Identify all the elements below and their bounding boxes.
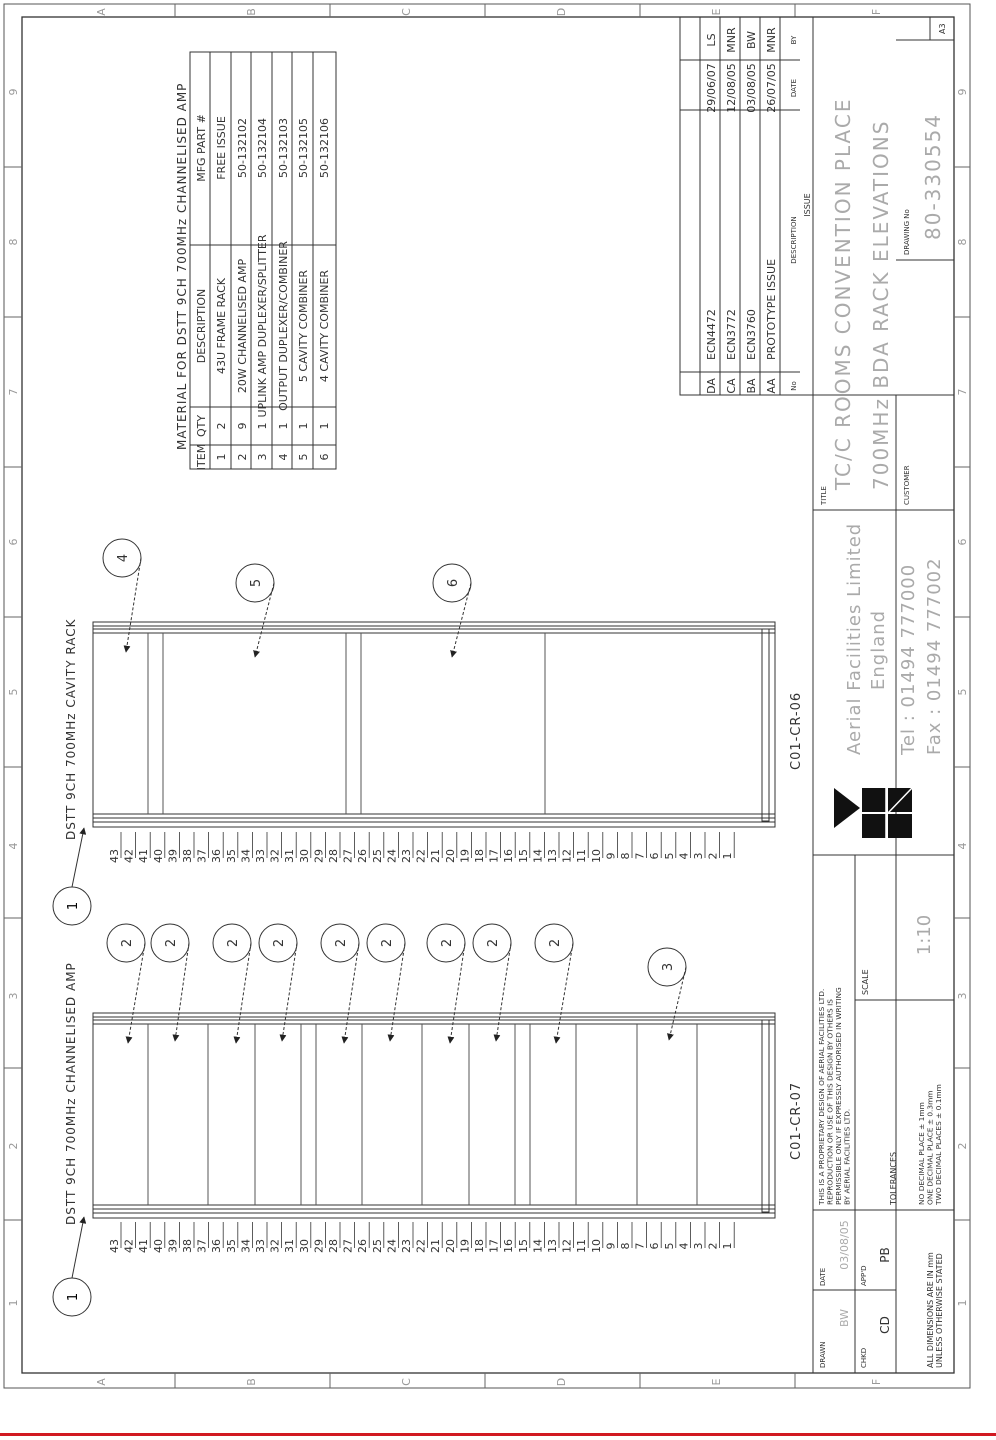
u-number-30: 30: [297, 1239, 311, 1253]
rev-cell: BA: [745, 378, 758, 394]
u-number-42: 42: [122, 849, 136, 863]
bom-cell: 1: [277, 422, 290, 430]
balloon-number: 2: [548, 938, 563, 948]
balloon-number: 6: [446, 578, 461, 588]
rev-cell: LS: [705, 33, 718, 47]
border-letter-bottom-e: E: [710, 1378, 723, 1386]
appd-label: APP'D: [860, 1265, 868, 1286]
bom-cell: 20W CHANNELISED AMP: [236, 258, 249, 394]
u-number-37: 37: [195, 1239, 209, 1253]
bom-cell: 50-132105: [297, 118, 310, 178]
u-number-38: 38: [181, 1239, 194, 1253]
u-number-16: 16: [502, 849, 516, 863]
border-letter-bottom-f: F: [870, 1378, 883, 1386]
rev-cell: AA: [765, 378, 778, 394]
u-number-20: 20: [443, 1239, 457, 1253]
right-rack-elevation: [53, 539, 804, 925]
border-letter-d: D: [555, 7, 568, 17]
bom-cell: 43U FRAME RACK: [215, 278, 228, 374]
border-number-right-2: 2: [956, 1142, 969, 1150]
left-rack-title: DSTT 9CH 700MHz CHANNELISED AMP: [64, 962, 78, 1225]
date-label: DATE: [819, 1267, 827, 1286]
balloon-number: 2: [486, 938, 501, 948]
tolerance-line: NO DECIMAL PLACE ± 1mm: [917, 1102, 926, 1205]
rev-cell: MNR: [765, 27, 778, 53]
left-rack-outline: [93, 1013, 775, 1218]
rev-cell: 26/07/05: [765, 63, 778, 113]
border-letter-bottom-b: B: [245, 1378, 258, 1386]
left-rack-balloon-4: [259, 924, 297, 1041]
u-number-6: 6: [648, 852, 662, 860]
border-number-right-1: 1: [956, 1299, 969, 1307]
right-rack-u-scale: [108, 832, 734, 863]
tolerances-list: [917, 1084, 943, 1206]
rev-cell: BW: [745, 30, 758, 50]
u-number-27: 27: [341, 849, 355, 863]
proprietary-notice: [817, 987, 852, 1206]
balloon-number: 2: [164, 938, 179, 948]
left-rack-elevation: [53, 924, 804, 1316]
u-number-1: 1: [721, 852, 735, 860]
right-rack-base: [762, 629, 769, 821]
title-label: TITLE: [820, 486, 828, 505]
u-number-14: 14: [531, 1239, 545, 1253]
u-number-9: 9: [604, 1242, 618, 1250]
bom-header-0: ITEM: [195, 443, 208, 471]
bom-cell: 50-132104: [256, 118, 269, 178]
u-number-2: 2: [706, 1242, 720, 1250]
title-line-1: TC/C ROOMS CONVENTION PLACE: [831, 97, 855, 490]
left-rack-u-scale: [108, 1222, 734, 1253]
left-rack-item-1-balloon: [53, 1217, 91, 1316]
company-country: England: [868, 609, 889, 690]
u-number-31: 31: [283, 849, 297, 863]
u-number-18: 18: [473, 849, 486, 863]
right-rack-dividers: [148, 633, 545, 814]
u-number-19: 19: [458, 849, 472, 863]
dimensions-note-line: UNLESS OTHERWISE STATED: [935, 1253, 944, 1368]
balloon-number: 2: [272, 938, 287, 948]
u-number-14: 14: [531, 849, 545, 863]
bom-cell: 50-132106: [318, 118, 331, 178]
balloon-number: 4: [116, 553, 131, 563]
balloon-number: 2: [334, 938, 349, 948]
left-rack-label: C01-CR-07: [789, 1081, 804, 1160]
bom-cell: 4 CAVITY COMBINER: [318, 269, 331, 383]
rev-cell: 29/06/07: [705, 63, 718, 113]
border-number-right-5: 5: [956, 688, 969, 696]
u-number-8: 8: [619, 852, 632, 860]
bom-cell: 5: [297, 453, 310, 461]
bom-header-2: DESCRIPTION: [195, 288, 208, 364]
left-rack-balloon-8: [473, 924, 511, 1041]
border-letter-f: F: [870, 8, 883, 16]
border-number-right-8: 8: [956, 238, 969, 246]
u-number-41: 41: [137, 849, 151, 863]
u-number-35: 35: [224, 849, 238, 863]
u-number-34: 34: [239, 849, 253, 863]
balloon-number: 5: [249, 578, 264, 588]
u-number-23: 23: [400, 849, 413, 863]
date-value: 03/08/05: [838, 1220, 851, 1270]
u-number-4: 4: [677, 852, 691, 860]
drawing-no-label: DRAWING No: [903, 209, 911, 255]
border-number-left-5: 5: [7, 688, 20, 696]
border-letter-bottom-d: D: [555, 1377, 568, 1387]
border-number-left-2: 2: [7, 1142, 20, 1150]
rev-cell: ECN3772: [725, 309, 738, 360]
tolerance-line: ONE DECIMAL PLACE ± 0.3mm: [925, 1090, 935, 1205]
border-number-right-4: 4: [956, 842, 969, 850]
right-rack-balloons: [103, 539, 471, 657]
border-number-right-3: 3: [956, 992, 969, 1000]
u-number-24: 24: [385, 1239, 399, 1253]
u-number-15: 15: [516, 1239, 530, 1253]
u-number-3: 3: [692, 852, 705, 860]
company-logo: [834, 788, 912, 838]
u-number-12: 12: [560, 1239, 574, 1253]
border-number-right-6: 6: [956, 538, 969, 546]
drawing-number: 80-330554: [921, 112, 945, 240]
left-rack-balloon-7: [427, 924, 465, 1043]
rev-cell: MNR: [725, 27, 738, 53]
u-number-31: 31: [283, 1239, 297, 1253]
dimensions-note-line: ALL DIMENSIONS ARE IN mm: [926, 1252, 935, 1368]
u-number-13: 13: [546, 1239, 559, 1253]
rev-cell: ECN3760: [745, 309, 758, 360]
u-number-23: 23: [400, 1239, 413, 1253]
u-number-6: 6: [648, 1242, 662, 1250]
u-number-36: 36: [210, 849, 224, 863]
balloon-number: 2: [226, 938, 241, 948]
bom-cell: 1: [256, 422, 269, 430]
u-number-34: 34: [239, 1239, 253, 1253]
balloon-number: 3: [661, 962, 676, 972]
u-number-15: 15: [516, 849, 530, 863]
u-number-35: 35: [224, 1239, 238, 1253]
u-number-17: 17: [487, 1239, 501, 1253]
bom-cell: 1: [318, 422, 331, 430]
border-letter-bottom-a: A: [95, 1378, 108, 1386]
u-number-29: 29: [312, 849, 326, 863]
u-number-43: 43: [108, 1239, 121, 1253]
u-number-25: 25: [370, 849, 384, 863]
left-rack-dividers: [148, 1024, 697, 1205]
revision-table: [680, 17, 813, 395]
revision-grid: [680, 17, 800, 395]
balloon-number: 2: [440, 938, 455, 948]
rev-header-2: DATE: [790, 78, 798, 98]
bom-cell: 1: [215, 453, 228, 461]
u-number-25: 25: [370, 1239, 384, 1253]
u-number-22: 22: [414, 1239, 428, 1253]
u-number-26: 26: [356, 1239, 370, 1253]
u-number-7: 7: [633, 1242, 647, 1250]
u-number-38: 38: [181, 849, 194, 863]
right-rack-label: C01-CR-06: [789, 691, 804, 770]
u-number-1: 1: [721, 1242, 735, 1250]
u-number-4: 4: [677, 1242, 691, 1250]
u-number-21: 21: [429, 849, 443, 863]
bom-cell: 4: [277, 453, 290, 461]
tolerance-line: TWO DECIMAL PLACES ± 0.1mm: [934, 1084, 943, 1205]
u-number-12: 12: [560, 849, 574, 863]
left-rack-balloons: [107, 924, 686, 1043]
u-number-8: 8: [619, 1242, 632, 1250]
u-number-43: 43: [108, 849, 121, 863]
u-number-32: 32: [268, 849, 282, 863]
bom-cell: 6: [318, 453, 331, 461]
company-tel: Tel : 01494 777000: [898, 563, 919, 755]
bom-header-3: MFG PART #: [195, 114, 208, 182]
u-number-11: 11: [575, 849, 589, 863]
right-rack-balloon-4: [103, 539, 141, 652]
border-number-left-8: 8: [7, 238, 20, 246]
u-number-42: 42: [122, 1239, 136, 1253]
left-rack-balloon-2: [151, 924, 189, 1041]
bom-cell: 2: [215, 422, 228, 430]
bom-rows: [195, 114, 331, 470]
scale-value: 1:10: [914, 914, 935, 956]
proprietary-line: PERMISSIBLE ONLY IF EXPRESSLY AUTHORISED IN WRITING: [834, 987, 843, 1205]
bom-cell: FREE ISSUE: [215, 116, 228, 180]
proprietary-line: BY AERIAL FACILITIES LTD.: [842, 1108, 852, 1205]
balloon-number: 2: [380, 938, 395, 948]
u-number-18: 18: [473, 1239, 486, 1253]
border-number-left-6: 6: [7, 538, 20, 546]
u-number-33: 33: [254, 1239, 267, 1253]
border-number-left-7: 7: [7, 388, 20, 396]
border-number-left-3: 3: [7, 992, 20, 1000]
u-number-28: 28: [327, 1239, 340, 1253]
bom-cell: 3: [256, 453, 269, 461]
border-number-right-9: 9: [956, 88, 969, 96]
rev-cell: DA: [705, 378, 718, 394]
company-name: Aerial Facilities Limited: [844, 522, 865, 755]
u-number-32: 32: [268, 1239, 282, 1253]
u-number-27: 27: [341, 1239, 355, 1253]
right-rack-title: DSTT 9CH 700MHz CAVITY RACK: [64, 618, 78, 840]
u-number-37: 37: [195, 849, 209, 863]
border-letter-b: B: [245, 8, 258, 16]
u-number-20: 20: [443, 849, 457, 863]
border-number-left-9: 9: [7, 88, 20, 96]
customer-label: CUSTOMER: [903, 465, 911, 505]
rev-cell: PROTOTYPE ISSUE: [765, 258, 778, 360]
left-rack-balloon-9: [535, 924, 573, 1043]
u-number-40: 40: [151, 1239, 165, 1253]
u-number-26: 26: [356, 849, 370, 863]
title-block: [813, 17, 954, 1373]
sheet-inner-border: [22, 17, 954, 1373]
rev-cell: CA: [725, 378, 738, 394]
u-number-24: 24: [385, 849, 399, 863]
revision-footer: ISSUE: [803, 193, 812, 217]
u-number-3: 3: [692, 1242, 705, 1250]
u-number-33: 33: [254, 849, 267, 863]
bom-cell: 50-132102: [236, 118, 249, 178]
left-rack-balloon-3: [213, 924, 251, 1043]
u-number-21: 21: [429, 1239, 443, 1253]
tolerances-label: TOLERANCES: [889, 1151, 898, 1205]
u-number-30: 30: [297, 849, 311, 863]
left-rack-balloon-1: [107, 924, 145, 1043]
u-number-29: 29: [312, 1239, 326, 1253]
dimensions-note: [926, 1252, 944, 1368]
rev-header-3: BY: [790, 35, 798, 45]
u-number-36: 36: [210, 1239, 224, 1253]
u-number-41: 41: [137, 1239, 151, 1253]
bill-of-materials: [175, 52, 336, 470]
bom-header-1: QTY: [195, 414, 208, 438]
u-number-19: 19: [458, 1239, 472, 1253]
u-number-5: 5: [662, 852, 676, 860]
border-number-left-4: 4: [7, 842, 20, 850]
page-bottom-rule: [0, 1433, 996, 1436]
rev-cell: 03/08/05: [745, 63, 758, 113]
right-rack-balloon-6: [433, 564, 471, 657]
border-letter-e: E: [710, 8, 723, 16]
appd-value: PB: [878, 1247, 892, 1263]
right-rack-item-1-balloon: [53, 828, 91, 925]
bom-cell: 5 CAVITY COMBINER: [297, 269, 310, 383]
bom-cell: 1: [297, 422, 310, 430]
bom-cell: 50-132103: [277, 118, 290, 178]
u-number-10: 10: [589, 1239, 603, 1253]
chkd-value: CD: [878, 1316, 892, 1334]
u-number-2: 2: [706, 852, 720, 860]
drawn-label: DRAWN: [819, 1341, 827, 1368]
proprietary-line: THIS IS A PROPRIETARY DESIGN OF AERIAL FACILITIES LTD.: [817, 988, 826, 1205]
u-number-39: 39: [166, 1239, 180, 1253]
left-rack-item-1-leader: [72, 1217, 84, 1278]
right-rack-outline: [93, 622, 775, 827]
rev-cell: 12/08/05: [725, 63, 738, 113]
border-number-left-1: 1: [7, 1299, 20, 1307]
left-rack-balloon-5: [321, 924, 359, 1043]
left-rack-balloon-10: [648, 948, 686, 1040]
scale-label: SCALE: [861, 969, 870, 995]
balloon-number: 2: [120, 938, 135, 948]
bom-cell: 2: [236, 453, 249, 461]
bom-cell: OUTPUT DUPLEXER/COMBINER: [277, 241, 290, 411]
proprietary-line: REPRODUCTION OR USE OF THIS DESIGN BY OTHERS IS: [825, 999, 835, 1205]
bom-title: MATERIAL FOR DSTT 9CH 700MHz CHANNELISED AMP: [175, 82, 189, 450]
u-number-7: 7: [633, 852, 647, 860]
right-rack-item-1-label: 1: [66, 901, 81, 911]
u-number-5: 5: [662, 1242, 676, 1250]
u-number-17: 17: [487, 849, 501, 863]
rev-header-1: DESCRIPTION: [790, 216, 798, 264]
u-number-39: 39: [166, 849, 180, 863]
border-number-right-7: 7: [956, 388, 969, 396]
right-rack-balloon-5: [236, 564, 274, 657]
left-rack-balloon-6: [367, 924, 405, 1041]
bom-cell: UPLINK AMP DUPLEXER/SPLITTER: [256, 234, 269, 418]
company-fax: Fax : 01494 777002: [924, 557, 945, 755]
u-number-13: 13: [546, 849, 559, 863]
u-number-16: 16: [502, 1239, 516, 1253]
chkd-label: CHKD: [860, 1347, 868, 1368]
u-number-28: 28: [327, 849, 340, 863]
left-rack-base: [762, 1020, 769, 1212]
rev-header-0: No: [790, 381, 798, 391]
u-number-9: 9: [604, 852, 618, 860]
u-number-10: 10: [589, 849, 603, 863]
drawn-value: BW: [838, 1308, 851, 1328]
border-letter-bottom-c: C: [400, 1378, 413, 1386]
left-rack-item-1-label: 1: [66, 1292, 81, 1302]
revision-rows: [705, 27, 798, 394]
u-number-40: 40: [151, 849, 165, 863]
border-letter-c: C: [400, 8, 413, 16]
bom-cell: 9: [236, 422, 249, 430]
border-letter-a: A: [95, 8, 108, 16]
u-number-11: 11: [575, 1239, 589, 1253]
u-number-22: 22: [414, 849, 428, 863]
rev-cell: ECN4472: [705, 309, 718, 360]
sheet-size: A3: [938, 23, 947, 34]
title-line-2: 700MHz BDA RACK ELEVATIONS: [869, 119, 893, 490]
